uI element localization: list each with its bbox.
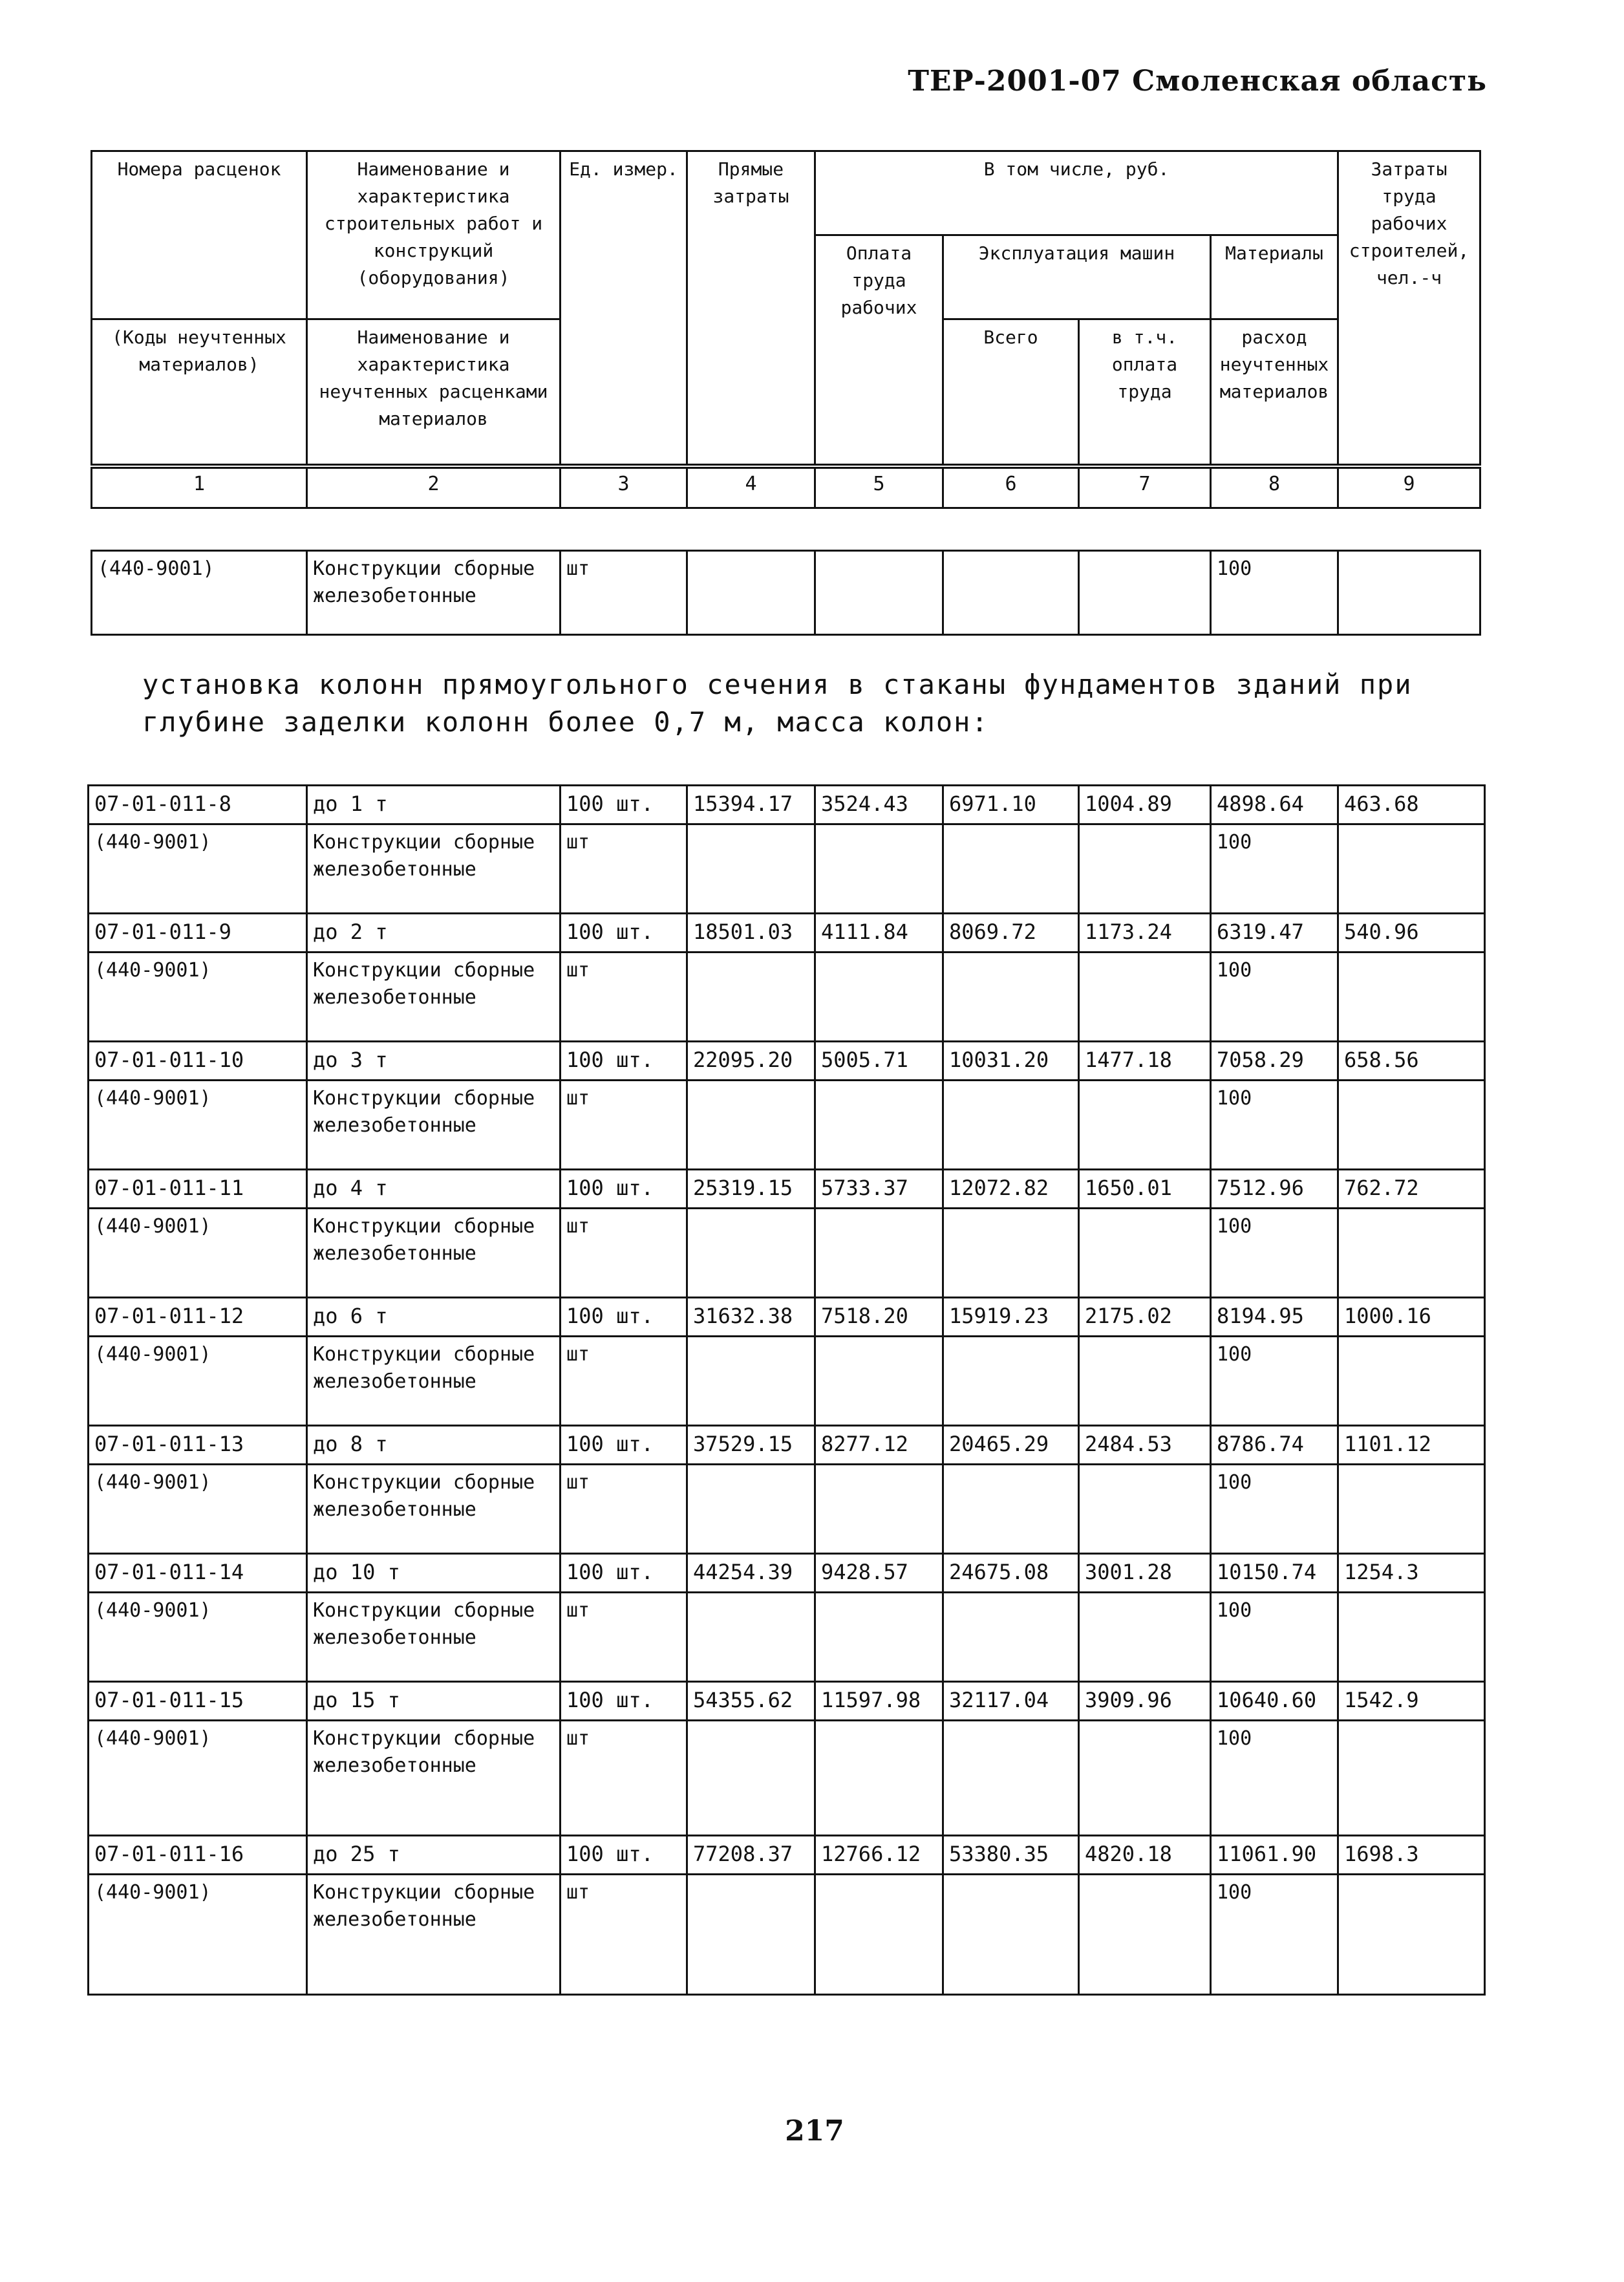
- material-row: [89, 1465, 1485, 1554]
- table-row: [89, 1042, 1485, 1081]
- rate-machines: 53380.35: [943, 1836, 1079, 1875]
- material-name: Конструкции сборные железобетонные: [307, 1209, 561, 1298]
- table-row: [89, 1170, 1485, 1209]
- rate-wage: 8277.12: [815, 1426, 943, 1465]
- section-description: установка колонн прямоугольного сечения в стаканы фундаментов зданий при глубине заделки колонн более 0,7 м, масса колон:: [142, 669, 1413, 738]
- rate-machines-wage: 3001.28: [1079, 1554, 1211, 1593]
- material-row: [89, 1209, 1485, 1298]
- header-direct-costs: Прямые затраты: [687, 151, 815, 465]
- material-qty: 100: [1211, 1209, 1338, 1298]
- material-name: Конструкции сборные железобетонные: [307, 1875, 561, 1995]
- column-number: 9: [1338, 468, 1480, 508]
- column-number: 2: [307, 468, 561, 508]
- material-qty: 100: [1211, 551, 1338, 635]
- header-machines: Эксплуатация машин: [943, 235, 1211, 319]
- rate-wage: 7518.20: [815, 1298, 943, 1337]
- material-unit: шт: [561, 1081, 687, 1170]
- column-number: 5: [815, 468, 943, 508]
- rate-wage: 4111.84: [815, 914, 943, 953]
- rate-name: до 3 т: [307, 1042, 561, 1081]
- material-qty: 100: [1211, 1465, 1338, 1554]
- rate-code: 07-01-011-16: [89, 1836, 307, 1875]
- table-row: [89, 914, 1485, 953]
- rate-unit: 100 шт.: [561, 1170, 687, 1209]
- table-row: [89, 1554, 1485, 1593]
- rate-direct-cost: 44254.39: [687, 1554, 815, 1593]
- material-code: (440-9001): [89, 1721, 307, 1836]
- rate-code: 07-01-011-13: [89, 1426, 307, 1465]
- material-qty: 100: [1211, 824, 1338, 914]
- rate-code: 07-01-011-9: [89, 914, 307, 953]
- rate-machines-wage: 4820.18: [1079, 1836, 1211, 1875]
- header-labor: Затраты труда рабочих строителей, чел.-ч: [1338, 151, 1480, 465]
- material-code: (440-9001): [89, 824, 307, 914]
- material-code: (440-9001): [89, 1337, 307, 1426]
- rate-wage: 3524.43: [815, 786, 943, 824]
- rate-name: до 4 т: [307, 1170, 561, 1209]
- rate-machines-wage: 2484.53: [1079, 1426, 1211, 1465]
- material-qty: 100: [1211, 1593, 1338, 1682]
- material-qty: 100: [1211, 953, 1338, 1042]
- rate-materials: 7058.29: [1211, 1042, 1338, 1081]
- material-row: [89, 1337, 1485, 1426]
- column-number: 1: [92, 468, 307, 508]
- rate-direct-cost: 25319.15: [687, 1170, 815, 1209]
- material-code: (440-9001): [89, 1875, 307, 1995]
- rate-code: 07-01-011-10: [89, 1042, 307, 1081]
- rate-labor: 762.72: [1338, 1170, 1485, 1209]
- rate-labor: 1698.3: [1338, 1836, 1485, 1875]
- material-name: Конструкции сборные железобетонные: [307, 953, 561, 1042]
- material-unit: шт: [561, 1721, 687, 1836]
- page-number: 217: [785, 2115, 844, 2147]
- rate-machines-wage: 1173.24: [1079, 914, 1211, 953]
- header-machines-wage: в т.ч. оплата труда: [1079, 319, 1211, 465]
- rate-machines: 12072.82: [943, 1170, 1079, 1209]
- column-number: 4: [687, 468, 815, 508]
- material-qty: 100: [1211, 1875, 1338, 1995]
- material-unit: шт: [561, 1337, 687, 1426]
- rate-unit: 100 шт.: [561, 914, 687, 953]
- rate-name: до 15 т: [307, 1682, 561, 1721]
- material-name: Конструкции сборные железобетонные: [307, 1337, 561, 1426]
- rate-labor: 1101.12: [1338, 1426, 1485, 1465]
- rate-wage: 12766.12: [815, 1836, 943, 1875]
- rate-labor: 1254.3: [1338, 1554, 1485, 1593]
- rate-code: 07-01-011-11: [89, 1170, 307, 1209]
- material-code: (440-9001): [89, 1465, 307, 1554]
- material-row: [89, 824, 1485, 914]
- rate-materials: 11061.90: [1211, 1836, 1338, 1875]
- rate-direct-cost: 18501.03: [687, 914, 815, 953]
- rate-direct-cost: 15394.17: [687, 786, 815, 824]
- rate-machines: 32117.04: [943, 1682, 1079, 1721]
- header-work-name: Наименование и характеристика строительных работ и конструкций (оборудования): [307, 151, 561, 319]
- material-row: [89, 953, 1485, 1042]
- rate-materials: 10640.60: [1211, 1682, 1338, 1721]
- rate-direct-cost: 54355.62: [687, 1682, 815, 1721]
- rate-materials: 6319.47: [1211, 914, 1338, 953]
- rates-table: [87, 784, 1486, 1996]
- rate-unit: 100 шт.: [561, 1554, 687, 1593]
- rate-unit: 100 шт.: [561, 1298, 687, 1337]
- rate-machines: 24675.08: [943, 1554, 1079, 1593]
- rate-code: 07-01-011-12: [89, 1298, 307, 1337]
- material-unit: шт: [561, 1209, 687, 1298]
- rate-machines: 8069.72: [943, 914, 1079, 953]
- material-row: [89, 1081, 1485, 1170]
- column-numbers: [91, 467, 1481, 509]
- material-qty: 100: [1211, 1081, 1338, 1170]
- rate-machines: 20465.29: [943, 1426, 1079, 1465]
- column-number: 7: [1079, 468, 1211, 508]
- rate-machines-wage: 1650.01: [1079, 1170, 1211, 1209]
- material-row: [89, 1593, 1485, 1682]
- rate-name: до 6 т: [307, 1298, 561, 1337]
- header-machines-total: Всего: [943, 319, 1079, 465]
- rate-labor: 540.96: [1338, 914, 1485, 953]
- rate-machines: 6971.10: [943, 786, 1079, 824]
- rate-direct-cost: 22095.20: [687, 1042, 815, 1081]
- rate-wage: 11597.98: [815, 1682, 943, 1721]
- rate-code: 07-01-011-14: [89, 1554, 307, 1593]
- column-number: 6: [943, 468, 1079, 508]
- material-code: (440-9001): [89, 1081, 307, 1170]
- material-unit: шт: [561, 953, 687, 1042]
- rate-machines: 15919.23: [943, 1298, 1079, 1337]
- table-row: [89, 1682, 1485, 1721]
- material-qty: 100: [1211, 1721, 1338, 1836]
- rate-unit: 100 шт.: [561, 786, 687, 824]
- column-number: 3: [561, 468, 687, 508]
- header-materials: Материалы: [1211, 235, 1338, 319]
- rate-name: до 25 т: [307, 1836, 561, 1875]
- material-unit: шт: [561, 824, 687, 914]
- rate-labor: 1000.16: [1338, 1298, 1485, 1337]
- rate-name: до 2 т: [307, 914, 561, 953]
- top-material-table: [91, 550, 1481, 636]
- material-row: [89, 1721, 1485, 1836]
- material-code: (440-9001): [89, 1593, 307, 1682]
- table-row: [89, 1426, 1485, 1465]
- rate-wage: 5005.71: [815, 1042, 943, 1081]
- rate-name: до 10 т: [307, 1554, 561, 1593]
- rate-materials: 4898.64: [1211, 786, 1338, 824]
- table-row: [89, 1298, 1485, 1337]
- rate-machines-wage: 1477.18: [1079, 1042, 1211, 1081]
- table-header: [91, 150, 1481, 466]
- material-unit: шт: [561, 1465, 687, 1554]
- header-rate-numbers: Номера расценок: [92, 151, 307, 319]
- rate-wage: 5733.37: [815, 1170, 943, 1209]
- rate-unit: 100 шт.: [561, 1836, 687, 1875]
- material-name: Конструкции сборные железобетонные: [307, 551, 561, 635]
- table-row: [89, 1836, 1485, 1875]
- material-code: (440-9001): [92, 551, 307, 635]
- table-row: [89, 786, 1485, 824]
- rate-labor: 1542.9: [1338, 1682, 1485, 1721]
- rate-machines: 10031.20: [943, 1042, 1079, 1081]
- material-row: [89, 1875, 1485, 1995]
- rate-machines-wage: 1004.89: [1079, 786, 1211, 824]
- material-code: (440-9001): [89, 953, 307, 1042]
- column-number: 8: [1211, 468, 1338, 508]
- rate-unit: 100 шт.: [561, 1682, 687, 1721]
- material-name: Конструкции сборные железобетонные: [307, 1081, 561, 1170]
- rate-materials: 8786.74: [1211, 1426, 1338, 1465]
- rate-code: 07-01-011-15: [89, 1682, 307, 1721]
- material-name: Конструкции сборные железобетонные: [307, 824, 561, 914]
- header-material-codes: (Коды неучтенных материалов): [92, 319, 307, 465]
- rate-labor: 463.68: [1338, 786, 1485, 824]
- material-unit: шт: [561, 1593, 687, 1682]
- rate-materials: 8194.95: [1211, 1298, 1338, 1337]
- rate-direct-cost: 37529.15: [687, 1426, 815, 1465]
- rate-labor: 658.56: [1338, 1042, 1485, 1081]
- rate-materials: 10150.74: [1211, 1554, 1338, 1593]
- rate-name: до 8 т: [307, 1426, 561, 1465]
- material-qty: 100: [1211, 1337, 1338, 1426]
- header-wage: Оплата труда рабочих: [815, 235, 943, 465]
- rate-materials: 7512.96: [1211, 1170, 1338, 1209]
- rate-direct-cost: 31632.38: [687, 1298, 815, 1337]
- material-unit: шт: [561, 1875, 687, 1995]
- material-name: Конструкции сборные железобетонные: [307, 1721, 561, 1836]
- rate-unit: 100 шт.: [561, 1042, 687, 1081]
- rate-machines-wage: 3909.96: [1079, 1682, 1211, 1721]
- material-unit: шт: [561, 551, 687, 635]
- rate-direct-cost: 77208.37: [687, 1836, 815, 1875]
- header-unit: Ед. измер.: [561, 151, 687, 465]
- rate-unit: 100 шт.: [561, 1426, 687, 1465]
- rate-code: 07-01-011-8: [89, 786, 307, 824]
- material-name: Конструкции сборные железобетонные: [307, 1465, 561, 1554]
- rate-machines-wage: 2175.02: [1079, 1298, 1211, 1337]
- material-code: (440-9001): [89, 1209, 307, 1298]
- rate-name: до 1 т: [307, 786, 561, 824]
- page-title: ТЕР-2001-07 Смоленская область: [908, 65, 1487, 98]
- material-name: Конструкции сборные железобетонные: [307, 1593, 561, 1682]
- header-including: В том числе, руб.: [815, 151, 1338, 235]
- header-materials-consumption: расход неучтенных материалов: [1211, 319, 1338, 465]
- header-material-name: Наименование и характеристика неучтенных расценками материалов: [307, 319, 561, 465]
- rate-wage: 9428.57: [815, 1554, 943, 1593]
